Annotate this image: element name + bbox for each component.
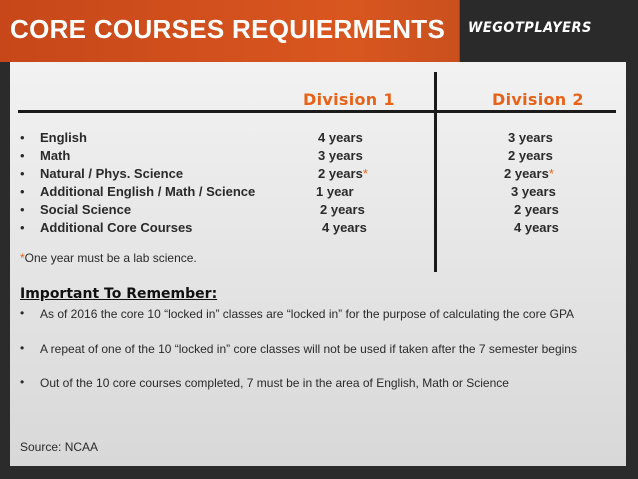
bullet: •	[20, 220, 25, 235]
division-1-value: 2 years	[320, 202, 365, 217]
bullet: •	[20, 202, 25, 217]
bullet: •	[20, 148, 25, 163]
bullet: •	[20, 130, 25, 145]
bullet: •	[20, 375, 25, 389]
source-citation: Source: NCAA	[20, 440, 99, 454]
division-1-value: 4 years	[322, 220, 367, 235]
table-column-divider	[434, 72, 437, 272]
division-1-value: 4 years	[318, 130, 363, 145]
important-heading: Important To Remember:	[20, 286, 218, 302]
list-item-text: A repeat of one of the 10 “locked in” core classes will not be used if taken after the 7 semester begins	[40, 342, 577, 356]
division-1-heading: Division 1	[303, 90, 395, 109]
course-label: Natural / Phys. Science	[40, 166, 184, 181]
division-1-value: 1 year	[316, 184, 354, 199]
division-2-heading: Division 2	[492, 90, 584, 109]
division-2-value: 3 years	[508, 130, 553, 145]
division-2-value	[504, 166, 554, 181]
division-2-value: 3 years	[511, 184, 556, 199]
bullet: •	[20, 341, 25, 355]
lab-science-asterisk: *	[548, 166, 554, 181]
division-2-value: 2 years	[514, 202, 559, 217]
course-label: Additional English / Math / Science	[40, 184, 256, 199]
table-header-divider	[18, 110, 616, 113]
division-1-value-text: 2 years	[318, 166, 363, 181]
division-1-value: 3 years	[318, 148, 363, 163]
brand-logo: WEGOTPLAYERS	[468, 19, 592, 37]
course-label: English	[40, 130, 87, 145]
note-asterisk: *	[20, 251, 25, 265]
division-2-value: 4 years	[514, 220, 559, 235]
list-item-text: Out of the 10 core courses completed, 7 must be in the area of English, Math or Science	[40, 376, 509, 390]
slide-title: CORE COURSES REQUIERMENTS	[10, 14, 446, 44]
course-label: Math	[40, 148, 71, 163]
bullet: •	[20, 306, 25, 320]
bullet: •	[20, 184, 25, 199]
note-text: One year must be a lab science.	[24, 251, 197, 265]
course-label: Social Science	[40, 202, 132, 217]
lab-science-note	[20, 251, 197, 265]
bullet: •	[20, 166, 25, 181]
list-item-text: As of 2016 the core 10 “locked in” classes are “locked in” for the purpose of calculating the core GPA	[40, 307, 575, 321]
division-1-value	[318, 166, 368, 181]
course-label: Additional Core Courses	[40, 220, 193, 235]
title-bar	[0, 0, 638, 62]
division-2-value: 2 years	[508, 148, 553, 163]
lab-science-asterisk: *	[362, 166, 368, 181]
division-2-value-text: 2 years	[504, 166, 549, 181]
